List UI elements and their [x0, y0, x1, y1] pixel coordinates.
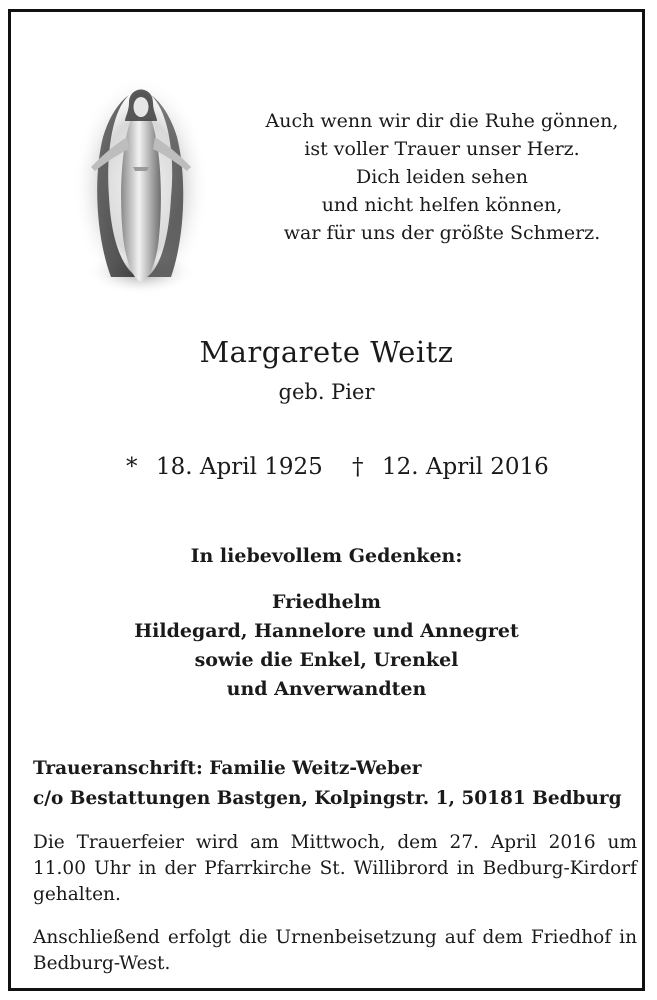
burial-notice: Anschließend erfolgt die Urnenbeisetzung auf dem Friedhof in Bedburg-West.: [33, 927, 637, 974]
poem-line: war für uns der größte Schmerz.: [283, 222, 601, 244]
poem-line: und nicht helfen können,: [321, 194, 563, 216]
mourners-list: [11, 588, 642, 704]
death-cross-icon: †: [352, 454, 364, 480]
obituary-card: [8, 9, 645, 991]
mourner-line: Friedhelm: [272, 591, 381, 613]
memorial-heading: In liebevollem Gedenken:: [190, 545, 463, 567]
birth-date: 18. April 1925: [156, 454, 323, 480]
mourner-line: und Anverwandten: [226, 678, 427, 700]
poem-line: ist voller Trauer unser Herz.: [304, 138, 580, 160]
deceased-name: Margarete Weitz: [199, 335, 454, 369]
address-line-family: Traueranschrift: Familie Weitz-Weber: [33, 758, 422, 779]
maiden-name: geb. Pier: [278, 380, 375, 404]
poem: [237, 107, 647, 247]
poem-line: Dich leiden sehen: [355, 166, 529, 188]
mourner-line: Hildegard, Hannelore und Annegret: [134, 620, 519, 642]
life-dates: [126, 454, 566, 488]
madonna-figure-icon: [71, 67, 211, 297]
condolence-address: [33, 754, 633, 814]
mourner-line: sowie die Enkel, Urenkel: [194, 649, 459, 671]
poem-line: Auch wenn wir dir die Ruhe gönnen,: [265, 110, 619, 132]
death-date: 12. April 2016: [382, 454, 549, 480]
ceremony-notice: Die Trauerfeier wird am Mittwoch, dem 27. April 2016 um 11.00 Uhr in der Pfarrkirche St. Willibrord in Bedburg-Kirdorf gehalten.: [33, 832, 637, 905]
birth-star-icon: *: [126, 454, 138, 480]
address-line-funeral-home: c/o Bestattungen Bastgen, Kolpingstr. 1, 50181 Bedburg: [33, 788, 622, 809]
